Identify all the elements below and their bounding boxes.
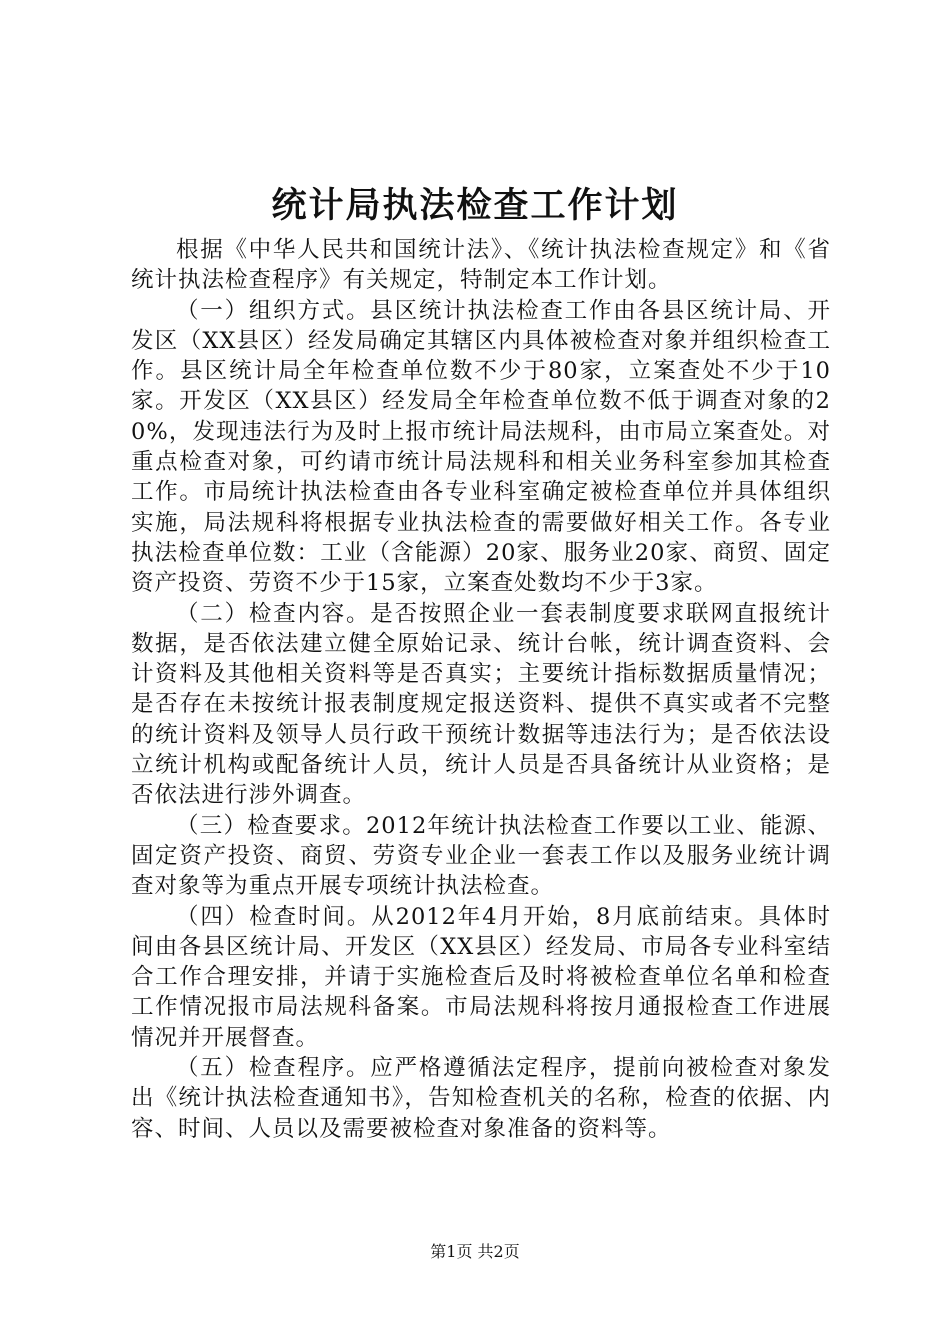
paragraph-intro: 根据《中华人民共和国统计法》、《统计执法检查规定》和《省统计执法检查程序》有关规定，特制定本工作计划。: [131, 237, 831, 294]
paragraph-procedure: （五）检查程序。应严格遵循法定程序，提前向被检查对象发出《统计执法检查通知书》，告知检查机关的名称，检查的依据、内容、时间、人员以及需要被检查对象准备的资料等。: [131, 1055, 831, 1142]
page-number-footer: 第1页 共2页: [430, 1242, 520, 1261]
document-body: [131, 235, 831, 1144]
paragraph-organization: （一）组织方式。县区统计执法检查工作由各县区统计局、开发区（XX县区）经发局确定其辖区内具体被检查对象并组织检查工作。县区统计局全年检查单位数不少于80家，立案查处不少于10家。开发区（XX县区）经发局全年检查单位数不低于调查对象的20%，发现违法行为及时上报市统计局法规科，由市局立案查处。对重点检查对象，可约请市统计局法规科和相关业务科室参加其检查工作。市局统计执法检查由各专业科室确定被检查单位并具体组织实施，局法规科将根据专业执法检查的需要做好相关工作。各专业执法检查单位数：工业（含能源）20家、服务业20家、商贸、固定资产投资、劳资不少于15家，立案查处数均不少于3家。: [131, 297, 831, 597]
paragraph-content: （二）检查内容。是否按照企业一套表制度要求联网直报统计数据，是否依法建立健全原始记录、统计台帐，统计调查资料、会计资料及其他相关资料等是否真实；主要统计指标数据质量情况；是否存在未按统计报表制度规定报送资料、提供不真实或者不完整的统计资料及领导人员行政干预统计数据等违法行为；是否依法设立统计机构或配备统计人员，统计人员是否具备统计从业资格；是否依法进行涉外调查。: [131, 600, 831, 809]
document-title: 统计局执法检查工作计划: [271, 185, 679, 226]
paragraph-requirements: （三）检查要求。2012年统计执法检查工作要以工业、能源、固定资产投资、商贸、劳资专业企业一套表工作以及服务业统计调查对象等为重点开展专项统计执法检查。: [131, 812, 831, 900]
paragraph-schedule: （四）检查时间。从2012年4月开始，8月底前结束。具体时间由各县区统计局、开发区（XX县区）经发局、市局各专业科室结合工作合理安排，并请于实施检查后及时将被检查单位名单和检查工作情况报市局法规科备案。市局法规科将按月通报检查工作进展情况并开展督查。: [131, 903, 831, 1051]
